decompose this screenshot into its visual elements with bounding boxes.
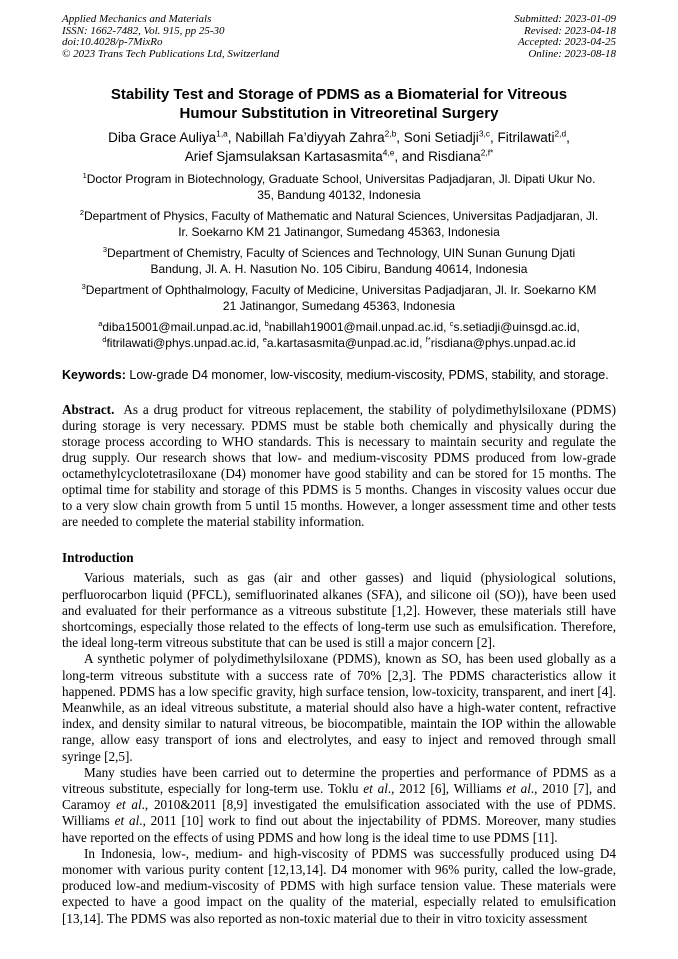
abstract-paragraph: Abstract. As a drug product for vitreous replacement, the stability of polydimethylsiloxane (PDMS) during storage is very necessary. PDMS must be stable both chemically and physically during the storage process according to WHO standards. This is necessary to maintain security and regulate the drug supply. Our research shows that low- and medium-viscosity PDMS produced from low-grade octamethylcyclotetrasiloxane (D4) monomer have good stability and can be stored for 15 months. The optimal time for stability and storage of this PDMS is 5 months. Changes in viscosity values occur due to a very slow chain growth from 5 until 15 months. However, a longer assessment time and other tests are needed to complete the material stability information. xyxy=(62,402,616,530)
affiliation-1: $^1$Doctor Program in Biotechnology, Graduate School, Universitas Padjadjaran, Jl. Dipati Ukur No. 35, Bandung 40132, Indonesia xyxy=(82,171,596,202)
online-date: Online: 2023-08-18 xyxy=(528,47,616,60)
journal-issn-volume: ISSN: 1662-7482, Vol. 915, pp 25-30 xyxy=(62,24,225,37)
journal-info xyxy=(62,14,279,60)
intro-paragraph-1: Various materials, such as gas (air and other gasses) and liquid (physiological solutions, perfluorocarbon liquid (PFCL), semifluorinated alkanes (SFA), and silicone oil (SO)), have been used and evaluated for their performance as a vitreous substitute [1,2]. However, these materials still have shortcomings, especially those related to the effects of long-term use such as emulsification. Therefore, the ideal long-term vitreous substitute that can be used is still a major concern [2]. xyxy=(62,570,616,651)
paper-title: Stability Test and Storage of PDMS as a Biomaterial for Vitreous Humour Substitution in Vitreoretinal Surgery xyxy=(110,86,568,123)
journal-doi: doi:10.4028/p-7MixRo xyxy=(62,36,163,49)
keywords-line: Keywords: Low-grade D4 monomer, low-viscosity, medium-viscosity, PDMS, stability, and storage. xyxy=(62,368,609,383)
authors-line: Diba Grace Auliya$^{1,a}$, Nabillah Fa’diyyah Zahra$^{2,b}$, Soni Setiadji$^{3,c}$, Fitrilawati$^{2,d}$, Arief Sjamsulaksan Kartasasmita$^{4,e}$, and Risdiana$^{2,f*}$ xyxy=(108,128,570,164)
journal-copyright: © 2023 Trans Tech Publications Ltd, Switzerland xyxy=(62,47,280,60)
affiliation-2: $^2$Department of Physics, Faculty of Mathematic and Natural Sciences, Universitas Padjadjaran, Jl. Ir. Soekarno KM 21 Jatinangor, Sumedang 45363, Indonesia xyxy=(79,208,599,239)
submitted-date: Submitted: 2023-01-09 xyxy=(514,13,616,25)
revised-date: Revised: 2023-04-18 xyxy=(524,24,616,37)
affiliation-4: $^3$Department of Ophthalmology, Faculty of Medicine, Universitas Padjadjaran, Jl. Ir. Soekarno KM 21 Jatinangor, Sumedang 45363, Indonesia xyxy=(81,282,597,313)
intro-paragraph-3: Many studies have been carried out to determine the properties and performance of PDMS as a vitreous substitute, especially for long-term use. Toklu et al., 2012 [6], Williams et al., 2010 [7], and Caramoy et al., 2010&2011 [8,9] investigated the emulsification associated with the use of PDMS. Williams et al., 2011 [10] work to find out about the injectability of PDMS. Moreover, many studies have reported on the effects of using PDMS and how long is the ideal time to use PDMS [11]. xyxy=(62,764,617,845)
intro-paragraph-4: In Indonesia, low-, medium- and high-viscosity of PDMS was successfully produced using D4 monomer with various purity content [12,13,14]. D4 monomer with 96% purity, called the low-grade, produced low-and medium-viscosity of PDMS with high surface tension value. These materials were expected to have a good impact on the quality of the material, especially related to emulsification [13,14]. The PDMS was also reported as non-toxic material due to their in vitro toxicity assessment xyxy=(62,845,616,926)
introduction-body xyxy=(62,570,616,926)
intro-paragraph-2: A synthetic polymer of polydimethylsiloxane (PDMS), known as SO, has been used globally as a long-term vitreous substitute with a success rate of 70% [2,3]. The PDMS characteristics allow it happened. PDMS has a low specific gravity, high surface tension, low-toxicity, transparent, and inert [4]. Meanwhile, as an ideal vitreous substitute, a material should also have a high-water content, refractive index, and density similar to natural vitreous, be biocompatible, maintain the IOP within the allowable range, allow easy transport of ions and electrolytes, and easy to inject and removed through small syringe [2,5]. xyxy=(62,651,616,764)
affiliation-3: $^3$Department of Chemistry, Faculty of Sciences and Technology, UIN Sunan Gunung Djati Bandung, Jl. A. H. Nasution No. 105 Cibiru, Bandung 40614, Indonesia xyxy=(102,245,576,276)
accepted-date: Accepted: 2023-04-25 xyxy=(517,36,616,49)
author-emails: $^a$diba15001@mail.unpad.ac.id, $^b$nabillah19001@mail.unpad.ac.id, $^c$s.setiadji@uinsgd.ac.id, $^d$fitrilawati@phys.unpad.ac.id, $^e$a.kartasasmita@unpad.ac.id, $^{f*}$risdiana@phys.unpad.ac.id xyxy=(98,319,580,350)
journal-header xyxy=(62,14,616,60)
submission-dates xyxy=(514,14,616,60)
journal-name: Applied Mechanics and Materials xyxy=(62,13,212,25)
section-heading-introduction: Introduction xyxy=(62,550,134,566)
